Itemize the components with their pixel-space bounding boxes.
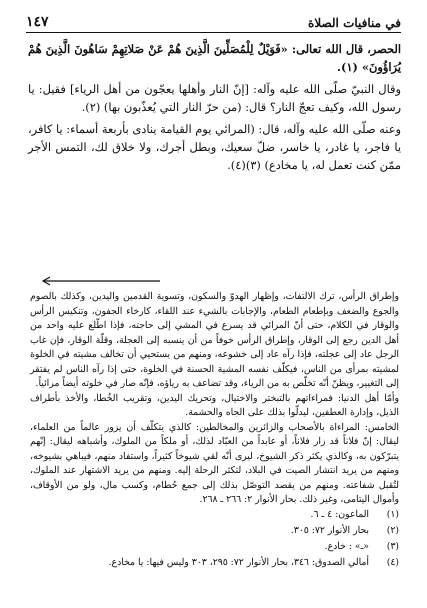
reference-text: أمالي الصدوق: ٣٤٦، بحار الأنوار ٧٢: ٢٩٥، ٣٠٣ وليس فيها: يا مخادع.: [108, 557, 369, 568]
reference-text: الماعون: ٤ ـ ٦.: [310, 509, 369, 520]
page-header: [26, 8, 401, 33]
reference-item: [30, 539, 399, 555]
reference-number: (٣): [386, 541, 399, 552]
reference-number: (٢): [386, 525, 399, 536]
running-title: في منافيات الصلاة: [308, 16, 401, 30]
footnote-paragraph: وإطراق الرأس، ترك الالتفات، وإظهار الهدوّ والسكون، وتسوية القدمين واليدين، وكذلك بالصوم والجوع والضعف وبإطعام الطعام، والإجابات بالشيء عند اللقاء، كارخاء الجفون، وتنكيس الرأس والوقار في الكلام، حتى أنّ المرائي قد يسرع في المشي إلى حاجته، فإذا اطّلع عليه واحد من أهل الدين رجع إلى الوقار، وإطراق الرأس خوفاً من أن ينسبه إلى العجلة، وقلّة الوقار، فإن غاب الرجل عاد إلى عجلته، فإذا رآه عاد إلى خشوعه، ومنهم من يستحيي أن تخالف مشيته في الخلوة لمشيته بمرأى من الناس، فيكلّف نفسه المشية الحسنة في الخلوة، حتى إذا رآه الناس لم يفتقر إلى التغيير، ويظنّ أنّه تخلّص به من الرياء، وقد تضاعف به رياؤه، فإنّه صار في خلوته أيضاً مرائياً.: [30, 291, 399, 389]
main-paragraph: وعنه صلّى الله عليه وآله، قال: (المرائي يوم القيامة ينادى بأربعة أسماء: يا كافر، يا فاجر، يا غادر، يا خاسر، ضلّ سعيك، وبطل أجرك، ولا خلاق لك، التمس الأجر ممّن كنت تعمل له، يا مخادع) (٣)(٤).: [28, 122, 401, 172]
main-text: [28, 40, 401, 178]
footnote-paragraph: وأمّا أهل الدنيا: فمراءاتهم بالتبختر والاختيال، وتحريك اليدين، وتقريب الخُطا، والأخذ بأطراف الذيل، وإدارة العطفين، ليدلّوا بذلك على الجاه والحشمة.: [30, 392, 399, 418]
footnote-paragraph: الخامس: المراءاة بالأصحاب والزائرين والمخالطين: كالذي يتكلّف أن يزور عالماً من العلماء، ليقال: إنّ فلاناً قد زار فلاناً، أو عابداً من العبّاد لذلك، أو ملكاً من الملوك، وأشباهه ليقال: إنّهم يتبرّكون به، وكالذي يكثر ذكر الشيوخ، ليرى أنّه لقي شيوخاً كثيراً، واستفاد منهم، فيباهي بشيوخه، ومنهم من يريد انتشار الصيت في البلاد، لتكثر الرحلة إليه. ومنهم من يريد الاشتهار عند الملوك، لتُقبل شفاعته. ومنهم من يقصد التوصّل بذلك إلى جمع حُطام، وكسب مال، ولو من الأوقاف، وأموال اليتامى، وغير ذلك. بحار الأنوار ٢: ٢٦٦ ـ ٢٦٨.: [30, 421, 399, 505]
reference-item: [30, 555, 399, 571]
footnote-separator-arrow-icon: [40, 276, 160, 286]
reference-text: بحار الأنوار ٧٢: ٣٠٥.: [290, 525, 369, 536]
reference-number: (١): [386, 509, 399, 520]
footnote-continuation: [30, 290, 399, 508]
reference-list: [30, 507, 399, 571]
reference-item: [30, 523, 399, 539]
main-paragraph: الحصر، قال الله تعالى: «فَوَيْلٌ لِلْمُصَلِّينَ الَّذِينَ هُمْ عَنْ صَلاتِهِمْ سَاهُونَ الَّذِينَ هُمْ يُرَاؤُونَ» (١).: [28, 42, 401, 74]
reference-item: [30, 507, 399, 523]
reference-text: «ـ» : خادع.: [324, 541, 369, 552]
main-paragraph: وقال النبيّ صلّى الله عليه وآله: [إنّ النار وأهلها يعجّون من أهل الرياء] فقيل: يا رسول الله، وكيف تعجّ النار؟ قال: (من حرّ النار التي يُعذّبون بها) (٢).: [28, 82, 401, 114]
page-number: ١٤٧: [26, 14, 49, 30]
reference-number: (٤): [386, 557, 399, 568]
